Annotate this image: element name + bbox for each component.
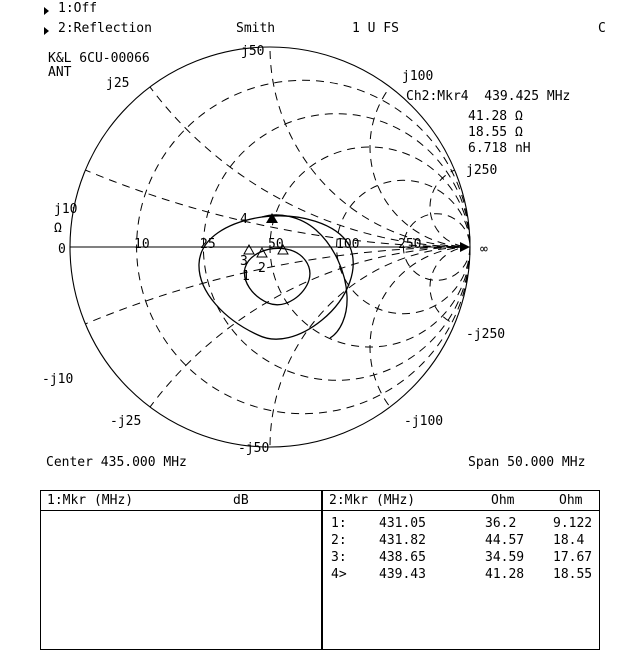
label-neg-j50: -j50 (238, 441, 270, 456)
device-port-label: ANT (48, 65, 72, 80)
marker-resistance: 41.28 (485, 567, 525, 582)
marker-reactance: 18.4 (553, 533, 585, 548)
marker-index: 4> (331, 567, 347, 582)
marker-frequency: 439.43 (379, 567, 426, 582)
marker-table-channel1-header (41, 491, 321, 511)
label-j25: j25 (106, 76, 130, 91)
label-j250: j250 (466, 163, 498, 178)
center-frequency-label[interactable]: Center 435.000 MHz (46, 455, 187, 470)
marker-table-channel2-header (323, 491, 599, 511)
marker-readout-resistance: 41.28 Ω (468, 109, 523, 124)
label-neg-j250: -j250 (466, 327, 506, 342)
label-infinity: ∞ (480, 242, 488, 257)
marker-reactance: 18.55 (553, 567, 593, 582)
marker-reactance: 17.67 (553, 550, 593, 565)
marker-table-channel2[interactable] (322, 490, 600, 650)
marker-table-channel1-unit: dB (233, 493, 249, 508)
smith-reactance-arcs (0, 40, 640, 460)
label-j50: j50 (241, 44, 265, 59)
device-model-label: K&L 6CU-00066 (48, 51, 150, 66)
marker-resistance: 36.2 (485, 516, 517, 531)
marker-resistance: 44.57 (485, 533, 525, 548)
marker-index: 3: (331, 550, 347, 565)
smith-axis-labels (42, 44, 505, 456)
marker-table-channel1[interactable] (40, 490, 322, 650)
label-neg-j10: -j10 (42, 372, 74, 387)
channel2-status[interactable]: 2:Reflection (58, 21, 152, 36)
channel2-select-arrow-icon[interactable] (44, 27, 49, 35)
label-j100: j100 (402, 69, 434, 84)
marker-3-label: 3 (240, 254, 248, 269)
marker-index: 2: (331, 533, 347, 548)
marker-readout-reactance: 18.55 Ω (468, 125, 523, 140)
marker-reactance: 9.122 (553, 516, 593, 531)
channel1-select-arrow-icon[interactable] (44, 7, 49, 15)
label-neg-j25: -j25 (110, 414, 142, 429)
marker-frequency: 431.05 (379, 516, 426, 531)
label-r10: 10 (134, 237, 150, 252)
marker-1-glyph (244, 245, 254, 254)
span-label[interactable]: Span 50.000 MHz (468, 455, 586, 470)
smith-chart-plot[interactable] (0, 40, 640, 460)
marker-2-label: 2 (258, 261, 266, 276)
label-neg-j100: -j100 (404, 414, 444, 429)
marker-readout-inductance: 6.718 nH (468, 141, 531, 156)
scale-label[interactable]: 1 U FS (352, 21, 399, 36)
marker-1-label: 1 (242, 269, 250, 284)
marker-table-channel2-unit1: Ohm (491, 493, 515, 508)
label-r0: 0 (58, 242, 66, 257)
real-axis-arrow-icon (460, 242, 470, 252)
label-r25: 25 (200, 237, 216, 252)
marker-table-channel1-title: 1:Mkr (MHz) (47, 493, 134, 508)
label-j10: j10 (54, 202, 78, 217)
marker-frequency: 438.65 (379, 550, 426, 565)
label-r50: 50 (268, 237, 284, 252)
correction-indicator: C (598, 21, 606, 36)
marker-resistance: 34.59 (485, 550, 525, 565)
format-label[interactable]: Smith (236, 21, 276, 36)
label-ohm-symbol: Ω (54, 221, 62, 236)
smith-trace (199, 215, 353, 339)
marker-frequency: 431.82 (379, 533, 426, 548)
marker-table-channel2-title: 2:Mkr (MHz) (329, 493, 416, 508)
marker-readout-header: Ch2:Mkr4 439.425 MHz (406, 89, 571, 104)
marker-table-channel2-unit2: Ohm (559, 493, 583, 508)
marker-index: 1: (331, 516, 347, 531)
marker-4-label: 4 (240, 212, 248, 227)
label-r250: 250 (398, 237, 422, 252)
label-r100: 100 (336, 237, 360, 252)
channel1-status[interactable]: 1:Off (58, 1, 98, 16)
